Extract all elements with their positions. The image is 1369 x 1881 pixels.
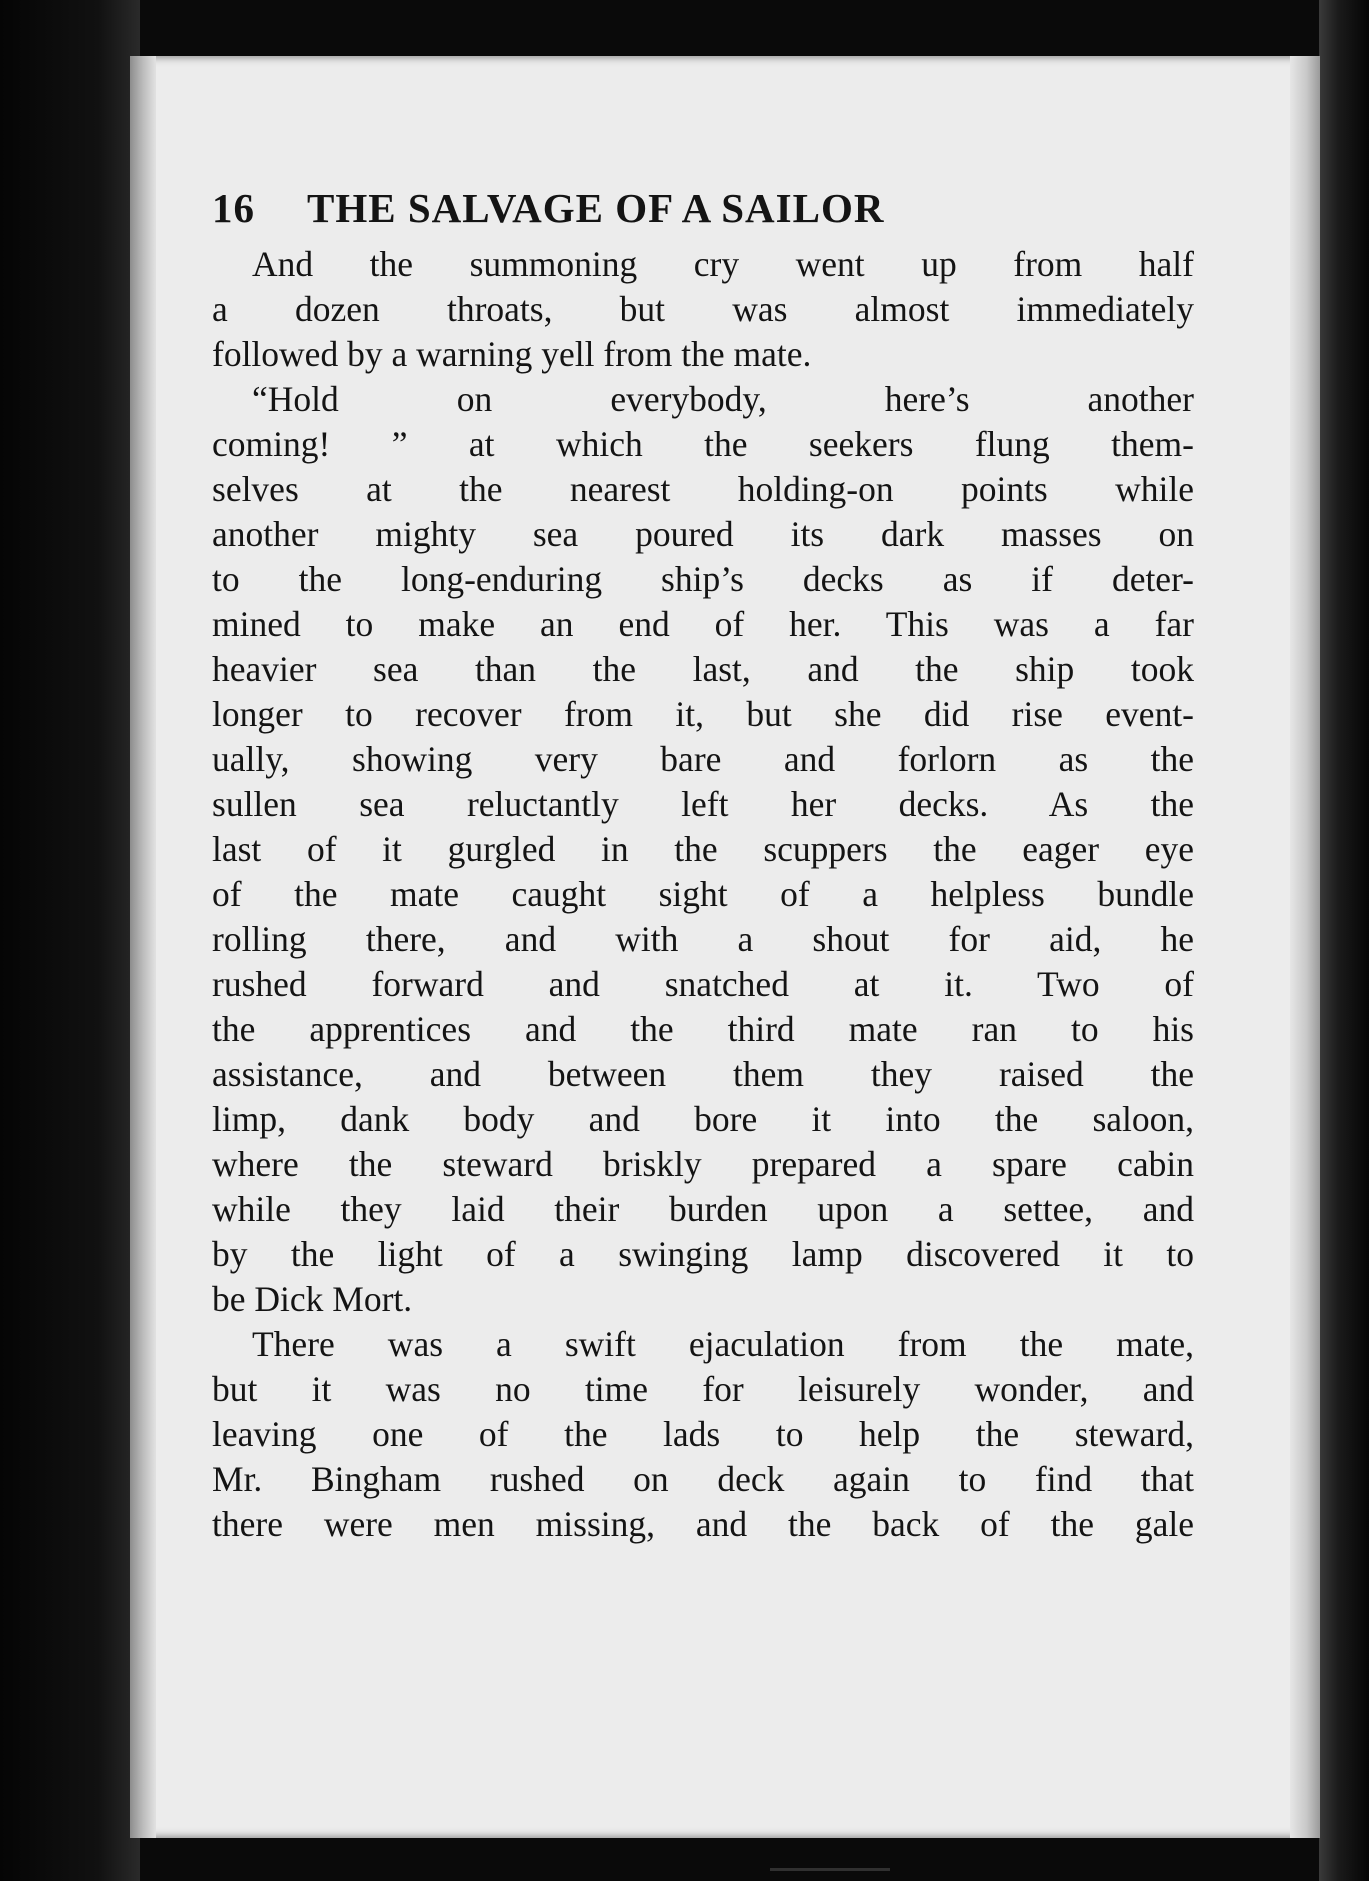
text-line: where the steward briskly prepared a spare cabin — [212, 1144, 1194, 1184]
text-line: heavier sea than the last, and the ship took — [212, 649, 1194, 689]
text-line: ually, showing very bare and forlorn as the — [212, 739, 1194, 779]
page-text — [212, 184, 1194, 1547]
text-line: last of it gurgled in the scuppers the eager eye — [212, 829, 1194, 869]
text-line: “Hold on everybody, here’s another — [252, 379, 1194, 419]
text-line: rushed forward and snatched at it. Two of — [212, 964, 1194, 1004]
text-line: another mighty sea poured its dark masses on — [212, 514, 1194, 554]
text-line: mined to make an end of her. This was a far — [212, 604, 1194, 644]
text-line: of the mate caught sight of a helpless bundle — [212, 874, 1194, 914]
paragraph — [212, 242, 1194, 377]
text-line: There was a swift ejaculation from the mate, — [252, 1324, 1194, 1364]
scan-background-left — [0, 0, 140, 1881]
text-line: by the light of a swinging lamp discovered it to — [212, 1234, 1194, 1274]
scan-background-right — [1319, 0, 1369, 1881]
text-line: longer to recover from it, but she did rise event- — [212, 694, 1194, 734]
paragraph — [212, 1322, 1194, 1547]
running-title: THE SALVAGE OF A SAILOR — [307, 185, 885, 231]
text-line: leaving one of the lads to help the steward, — [212, 1414, 1194, 1454]
text-line: limp, dank body and bore it into the saloon, — [212, 1099, 1194, 1139]
text-line: while they laid their burden upon a settee, and — [212, 1189, 1194, 1229]
text-line: to the long-enduring ship’s decks as if deter- — [212, 559, 1194, 599]
text-line: followed by a warning yell from the mate. — [212, 334, 812, 374]
page-edge — [1290, 56, 1320, 1838]
scan-smudge — [770, 1868, 890, 1871]
text-line: assistance, and between them they raised the — [212, 1054, 1194, 1094]
text-line: Mr. Bingham rushed on deck again to find that — [212, 1459, 1194, 1499]
text-line: be Dick Mort. — [212, 1279, 413, 1319]
text-line: a dozen throats, but was almost immediately — [212, 289, 1194, 329]
text-line: sullen sea reluctantly left her decks. As the — [212, 784, 1194, 824]
paragraph — [212, 377, 1194, 1322]
text-line: there were men missing, and the back of the gale — [212, 1504, 1194, 1544]
text-line: but it was no time for leisurely wonder, and — [212, 1369, 1194, 1409]
text-line: rolling there, and with a shout for aid, he — [212, 919, 1194, 959]
page-gutter — [130, 56, 156, 1838]
text-line: And the summoning cry went up from half — [252, 244, 1194, 284]
running-head — [212, 184, 1194, 234]
text-line: coming! ” at which the seekers flung them- — [212, 424, 1194, 464]
page-number: 16 — [212, 185, 255, 231]
text-line: the apprentices and the third mate ran to his — [212, 1009, 1194, 1049]
text-line: selves at the nearest holding-on points while — [212, 469, 1194, 509]
